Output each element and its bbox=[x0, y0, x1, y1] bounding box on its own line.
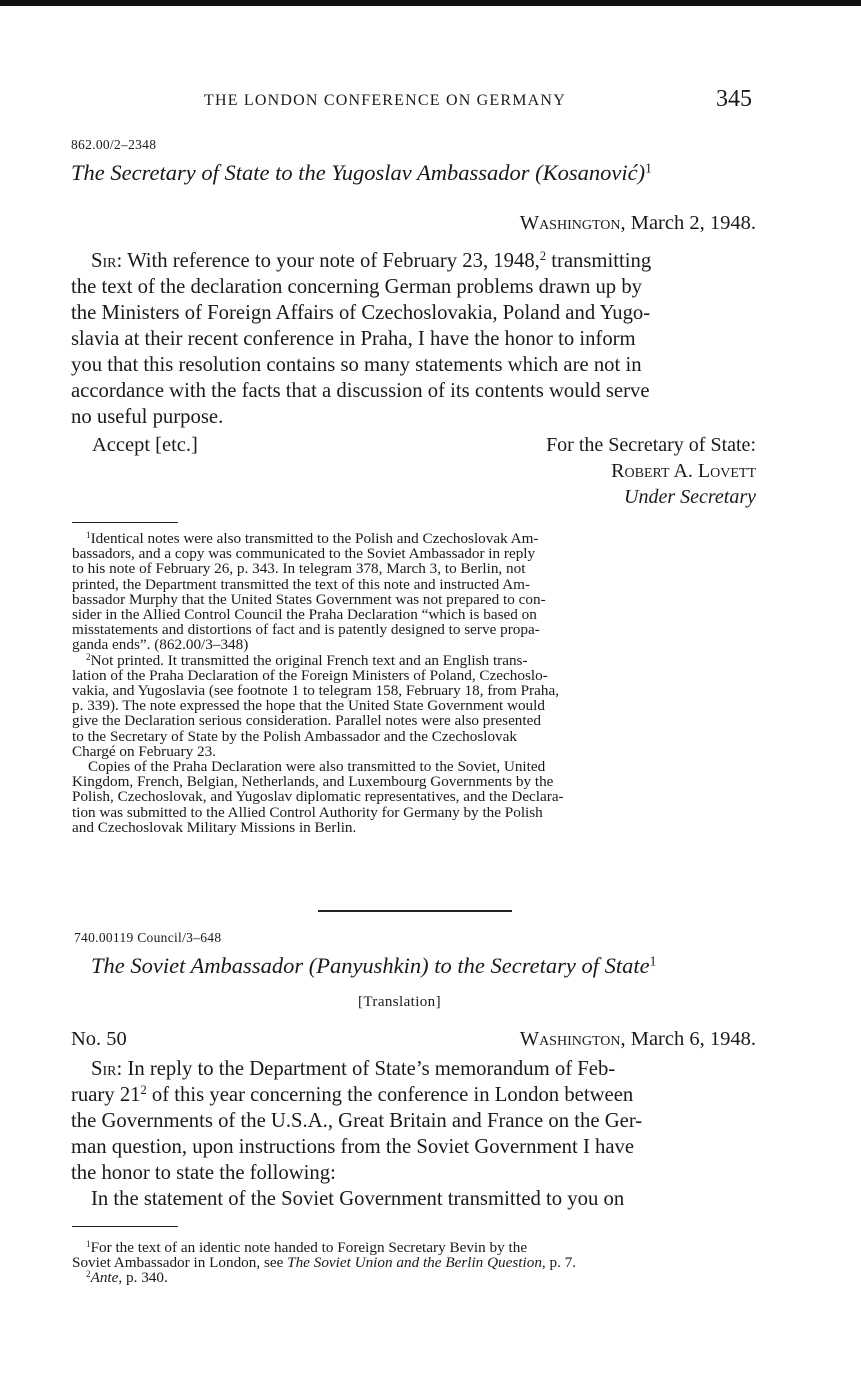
doc2-number: No. 50 bbox=[71, 1028, 127, 1050]
doc2-title-text: The Soviet Ambassador (Panyushkin) to the Secretary of State bbox=[91, 953, 650, 978]
doc1-body-text: transmitting bbox=[546, 250, 652, 272]
footnote-mark: 2 bbox=[86, 651, 91, 662]
doc1-title-text: The Secretary of State to the Yugoslav Ambassador (Kosanović) bbox=[71, 160, 646, 185]
footnote-mark: 2 bbox=[86, 1269, 91, 1280]
footnote-line: lation of the Praha Declaration of the Foreign Ministers of Poland, Czechoslo- bbox=[72, 666, 548, 684]
footnote-cited-title: Ante bbox=[90, 1269, 119, 1287]
footnote-line: misstatements and distortions of fact and is patently designed to serve propa- bbox=[72, 621, 540, 639]
doc2-salutation: Sir: bbox=[91, 1058, 123, 1080]
doc1-salutation: Sir: bbox=[91, 250, 123, 272]
footnote-text: Not printed. It transmitted the original French text and an English trans- bbox=[90, 651, 528, 669]
footnote-line: to the Secretary of State by the Polish Ambassador and the Czechoslovak bbox=[72, 727, 517, 745]
doc1-body-line: the Ministers of Foreign Affairs of Czechoslovakia, Poland and Yugo- bbox=[71, 302, 651, 324]
doc1-file-number: 862.00/2–2348 bbox=[71, 137, 157, 152]
doc2-footnotes bbox=[72, 1240, 758, 1286]
doc1-body-line: slavia at their recent conference in Praha, I have the honor to inform bbox=[71, 328, 636, 350]
footnote-text: Soviet Ambassador in London, see bbox=[72, 1254, 288, 1272]
doc2-body-line bbox=[71, 1082, 757, 1108]
footnote-line: printed, the Department transmitted the text of this note and instructed Am- bbox=[72, 575, 531, 593]
doc1-body-line: you that this resolution contains so many statements which are not in bbox=[71, 354, 642, 376]
footnote-line bbox=[72, 653, 758, 668]
doc1-place: Washington, bbox=[519, 212, 626, 234]
doc1-signature-title: Under Secretary bbox=[624, 486, 756, 508]
footnote-mark: 1 bbox=[86, 529, 91, 540]
footnote-rule bbox=[72, 1226, 178, 1227]
doc2-body bbox=[71, 1056, 757, 1212]
doc2-title bbox=[91, 953, 656, 979]
footnote-line bbox=[72, 531, 758, 546]
doc1-title bbox=[71, 160, 652, 186]
top-border bbox=[0, 0, 861, 6]
footnote-line: Chargé on February 23. bbox=[72, 742, 216, 760]
doc2-body-footnote-mark: 2 bbox=[140, 1083, 147, 1098]
doc2-body-line: In the statement of the Soviet Government transmitted to you on bbox=[91, 1188, 625, 1210]
footnote-line: bassadors, and a copy was communicated to the Soviet Ambassador in reply bbox=[72, 545, 536, 563]
doc1-signature-for: For the Secretary of State: bbox=[546, 434, 756, 456]
doc2-body-text: ruary 21 bbox=[71, 1084, 141, 1106]
doc2-body-text: of this year concerning the conference in London between bbox=[146, 1084, 634, 1106]
doc1-body-text: With reference to your note of February 23, 1948, bbox=[122, 250, 540, 272]
doc2-file-number: 740.00119 Council/3–648 bbox=[74, 930, 222, 945]
footnote-rule bbox=[72, 522, 178, 523]
doc1-body-line: the text of the declaration concerning German problems drawn up by bbox=[71, 276, 643, 298]
doc2-body-line: the honor to state the following: bbox=[71, 1162, 336, 1184]
footnote-line: p. 339). The note expressed the hope that the United State Government would bbox=[72, 697, 545, 715]
footnote-line: tion was submitted to the Allied Control Authority for Germany by the Polish bbox=[72, 803, 543, 821]
footnote-text: For the text of an identic note handed to Foreign Secretary Bevin by the bbox=[90, 1239, 528, 1256]
footnote-line: Kingdom, French, Belgian, Netherlands, and Luxembourg Governments by the bbox=[72, 773, 554, 791]
doc1-title-footnote-mark: 1 bbox=[645, 160, 652, 176]
footnote-line: ganda ends”. (862.00/3–348) bbox=[72, 636, 249, 654]
doc1-dateline bbox=[520, 212, 756, 235]
doc1-body-footnote-mark: 2 bbox=[539, 249, 547, 264]
footnote-cited-title: The Soviet Union and the Berlin Question bbox=[287, 1254, 542, 1272]
doc2-body-text: In reply to the Department of State’s memorandum of Feb- bbox=[122, 1058, 616, 1080]
footnote-line: Polish, Czechoslovak, and Yugoslav diplomatic representatives, and the Declara- bbox=[72, 788, 564, 806]
doc2-body-line bbox=[71, 1056, 757, 1082]
doc1-closing: Accept [etc.] bbox=[92, 434, 198, 456]
footnote-mark: 1 bbox=[86, 1238, 91, 1249]
doc2-title-footnote-mark: 1 bbox=[649, 953, 657, 969]
footnote-line: and Czechoslovak Military Missions in Berlin. bbox=[72, 818, 357, 836]
doc1-body-line bbox=[71, 248, 757, 274]
section-divider bbox=[318, 910, 512, 912]
doc1-body-line: no useful purpose. bbox=[71, 406, 224, 428]
page-number: 345 bbox=[716, 86, 752, 112]
footnote-line bbox=[72, 1255, 758, 1270]
doc1-signature-name: Robert A. Lovett bbox=[611, 460, 756, 482]
doc1-body-line: accordance with the facts that a discussion of its contents would serve bbox=[71, 380, 650, 402]
doc2-body-line: the Governments of the U.S.A., Great Britain and France on the Ger- bbox=[71, 1110, 643, 1132]
footnote-line: vakia, and Yugoslavia (see footnote 1 to telegram 158, February 18, from Praha, bbox=[72, 682, 559, 700]
doc2-body-line: man question, upon instructions from the Soviet Government I have bbox=[71, 1136, 635, 1158]
footnote-line bbox=[72, 1240, 758, 1255]
footnote-line: give the Declaration serious consideration. Parallel notes were also presented bbox=[72, 712, 541, 730]
doc1-footnotes bbox=[72, 531, 758, 835]
doc2-place: Washington, bbox=[519, 1028, 626, 1050]
footnote-line: sider in the Allied Control Council the Praha Declaration “which is based on bbox=[72, 606, 537, 624]
doc2-dateline bbox=[520, 1028, 756, 1051]
translation-label: [Translation] bbox=[358, 994, 441, 1010]
doc2-date: March 6, 1948. bbox=[630, 1028, 756, 1050]
running-title: THE LONDON CONFERENCE ON GERMANY bbox=[204, 92, 566, 109]
doc1-body bbox=[71, 248, 757, 430]
footnote-line: bassador Murphy that the United States Government was not prepared to con- bbox=[72, 590, 546, 608]
footnote-line: Copies of the Praha Declaration were also transmitted to the Soviet, United bbox=[88, 758, 546, 776]
footnote-line: to his note of February 26, p. 343. In telegram 378, March 3, to Berlin, not bbox=[72, 560, 526, 578]
footnote-line bbox=[72, 1270, 758, 1285]
footnote-text: , p. 7. bbox=[541, 1254, 577, 1272]
footnote-text: , p. 340. bbox=[118, 1269, 168, 1287]
footnote-text: Identical notes were also transmitted to the Polish and Czechoslovak Am- bbox=[90, 530, 539, 547]
doc1-date: March 2, 1948. bbox=[630, 212, 756, 234]
